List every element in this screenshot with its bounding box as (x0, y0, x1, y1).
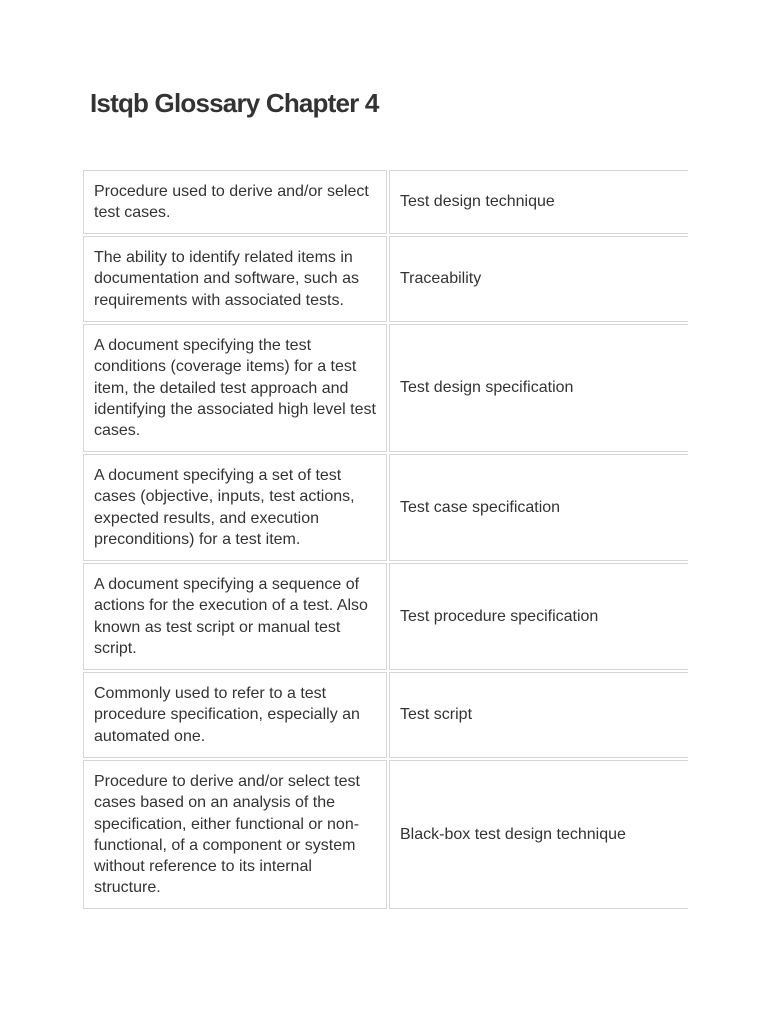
definition-cell: A document specifying the test conditions (coverage items) for a test item, the detailed test approach and identifying the associated high level test cases. (83, 324, 387, 452)
definition-cell: Commonly used to refer to a test procedure specification, especially an automated one. (83, 672, 387, 758)
definition-cell: A document specifying a set of test cases (objective, inputs, test actions, expected results, and execution preconditions) for a test item. (83, 454, 387, 561)
table-row (83, 672, 688, 758)
term-cell: Test script (389, 672, 688, 758)
term-cell: Test case specification (389, 454, 688, 561)
definition-cell: The ability to identify related items in documentation and software, such as requirements with associated tests. (83, 236, 387, 322)
definition-cell: Procedure used to derive and/or select test cases. (83, 170, 387, 234)
term-cell: Test procedure specification (389, 563, 688, 670)
term-cell: Test design specification (389, 324, 688, 452)
table-row (83, 760, 688, 909)
definition-cell: Procedure to derive and/or select test cases based on an analysis of the specification, either functional or non-functional, of a component or system without reference to its internal structure. (83, 760, 387, 909)
table-row (83, 236, 688, 322)
glossary-table (83, 170, 688, 911)
definition-cell: A document specifying a sequence of actions for the execution of a test. Also known as test script or manual test script. (83, 563, 387, 670)
term-cell: Traceability (389, 236, 688, 322)
term-cell: Test design technique (389, 170, 688, 234)
table-row (83, 563, 688, 670)
table-row (83, 324, 688, 452)
term-cell: Black-box test design technique (389, 760, 688, 909)
page-title: Istqb Glossary Chapter 4 (90, 88, 379, 118)
table-row (83, 454, 688, 561)
table-row (83, 170, 688, 234)
